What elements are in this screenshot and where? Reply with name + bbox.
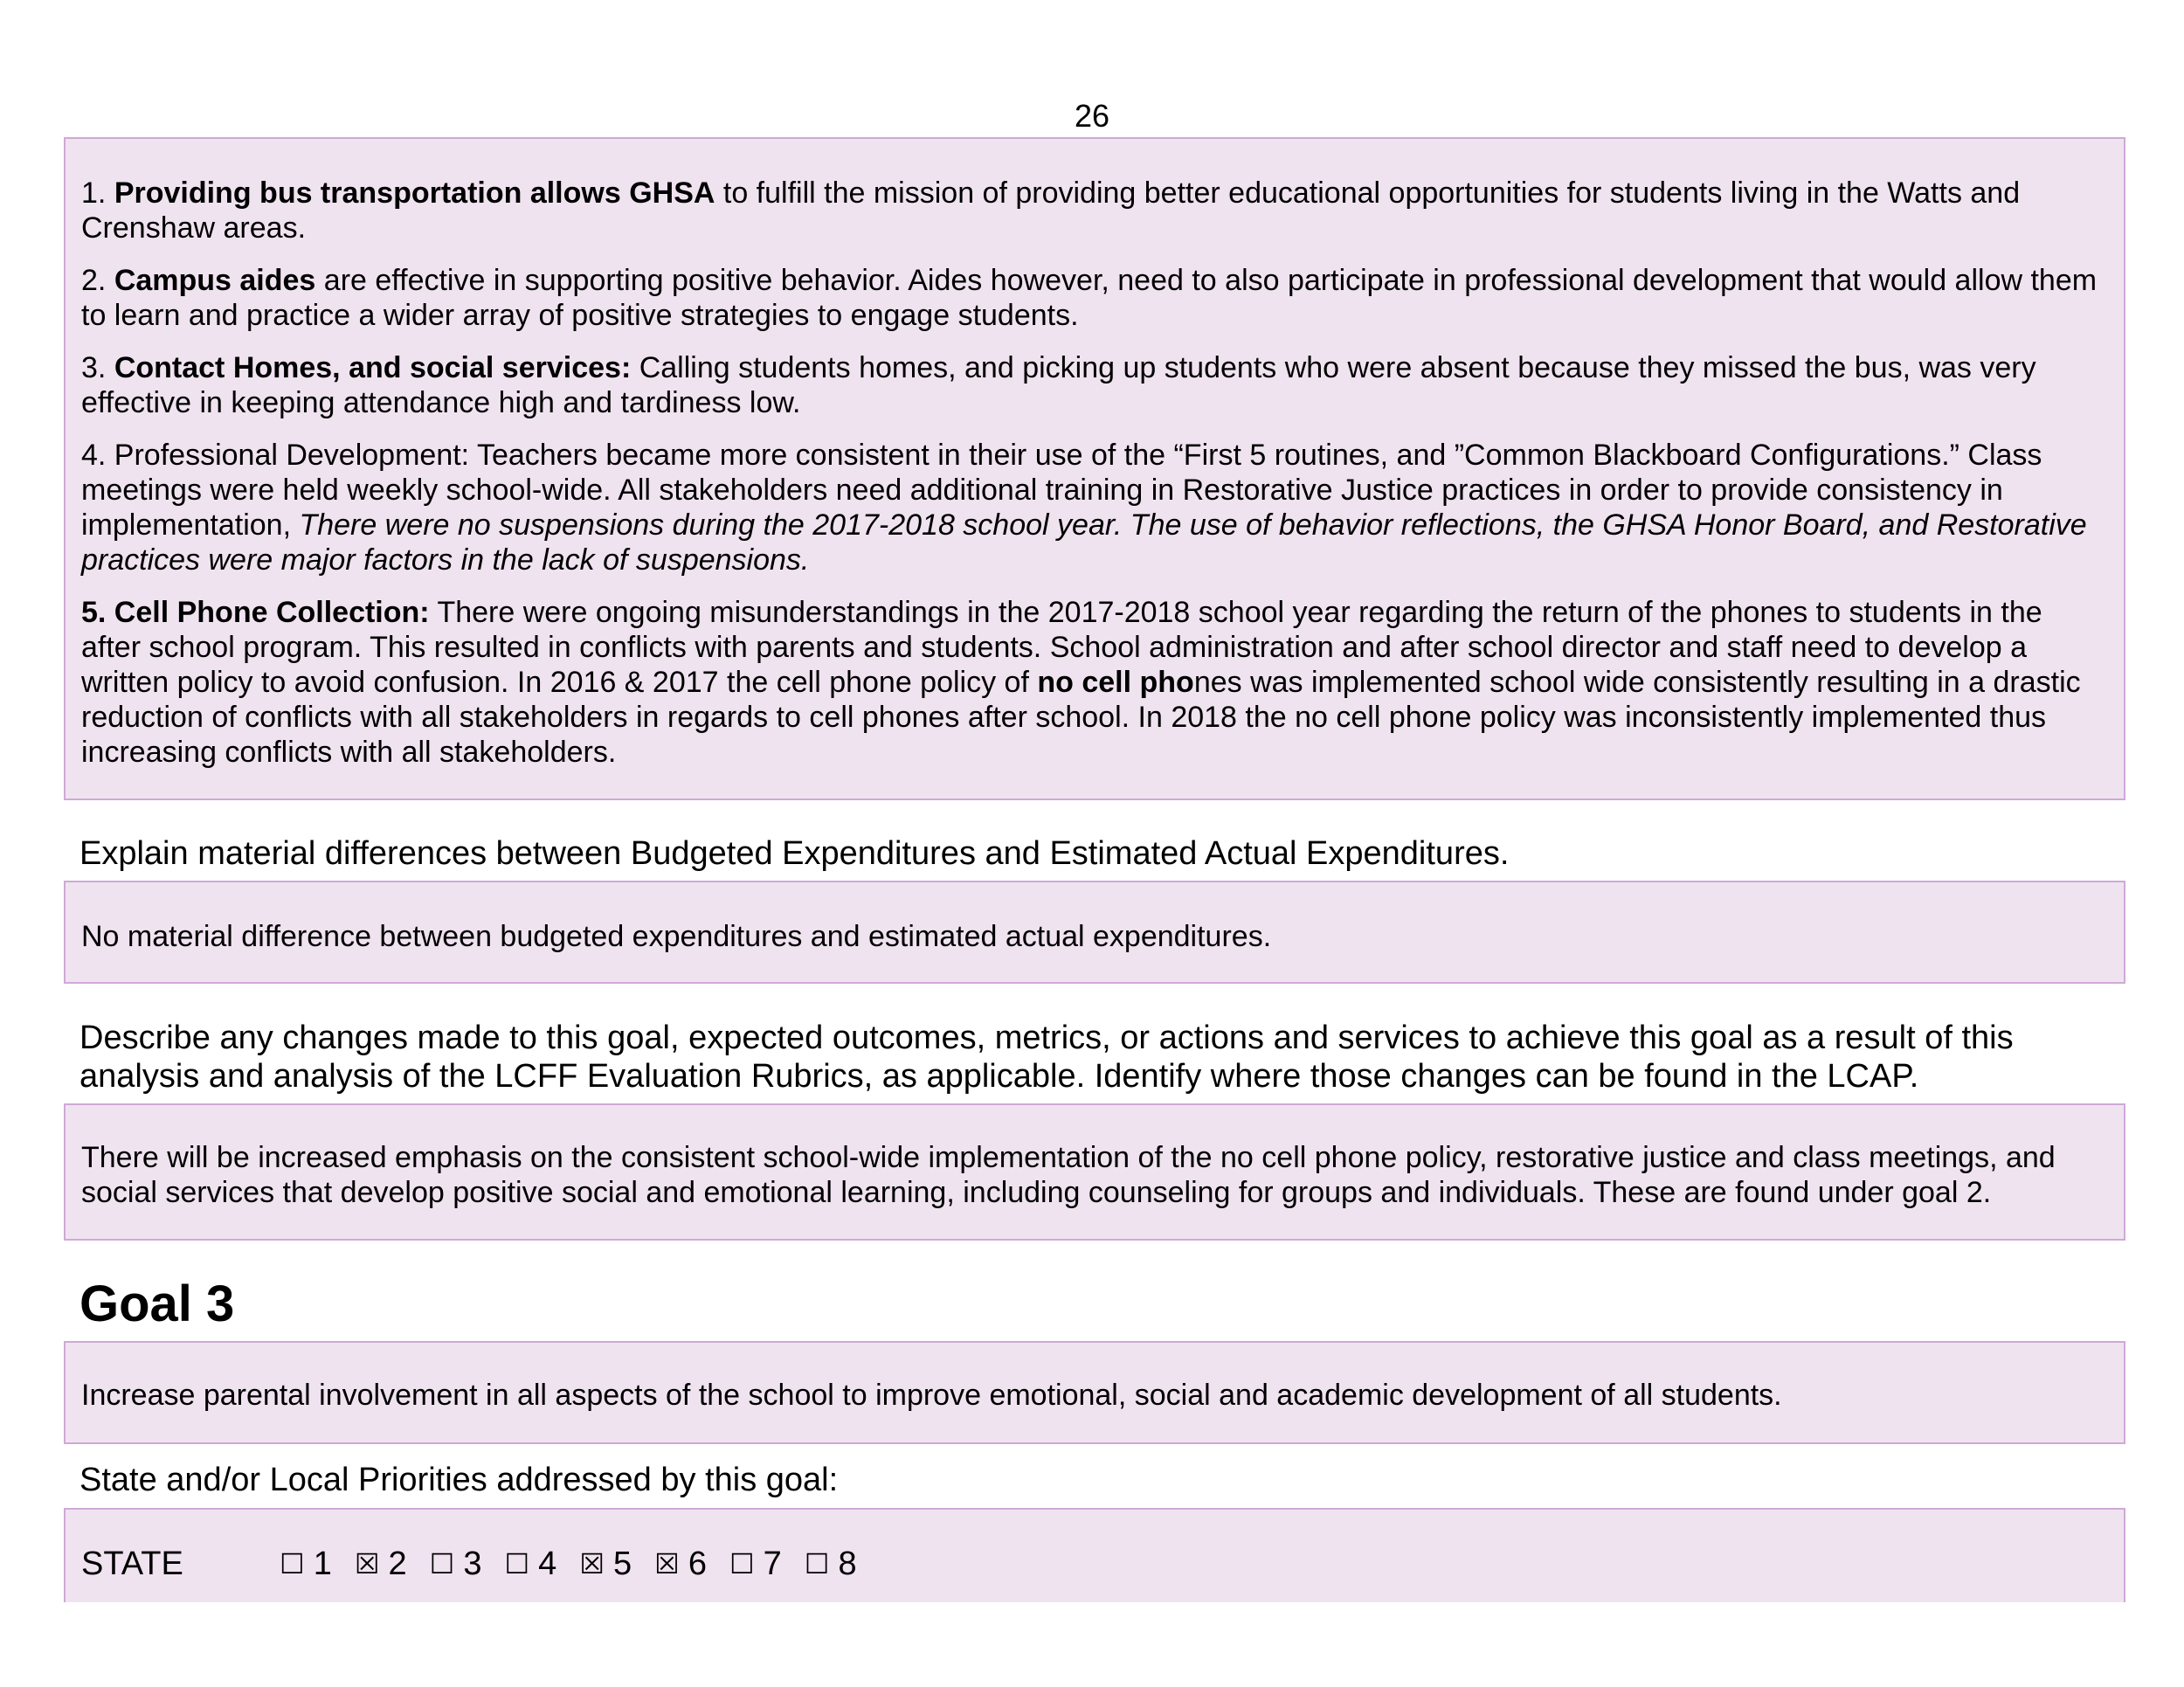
changes-text: There will be increased emphasis on the consistent school-wide implementation of the no cell phone policy, restorative justice and class meetings, and social services that develop positive social and emotional learning, including counseling for groups and individuals. These are found under goal 2. [81,1141,2056,1209]
checkbox-icon: ☐ [804,1547,830,1580]
goal-text: Increase parental involvement in all aspects of the school to improve emotional, social and academic development of all students. [81,1379,1782,1412]
state-label: STATE [81,1545,183,1582]
state-priorities-row [81,1545,2108,1583]
priority-1-checkbox[interactable]: ☐ 1 [280,1545,332,1582]
analysis-box [64,137,2125,800]
priority-7-checkbox[interactable]: ☐ 7 [729,1545,782,1582]
priorities-box [64,1508,2125,1602]
item-campus-aides: 2. Campus aides are effective in supporting positive behavior. Aides however, need to also participate in professional development that would allow them to learn and practice a wider array of positive strategies to engage students. [81,264,2098,332]
goal-title: Goal 3 [79,1276,235,1332]
checkbox-checked-icon: ☒ [354,1547,380,1580]
checkbox-checked-icon: ☒ [654,1547,680,1580]
changes-box [64,1103,2125,1241]
priorities-label: State and/or Local Priorities addressed by this goal: [79,1462,839,1498]
priority-8-checkbox[interactable]: ☐ 8 [804,1545,857,1582]
checkbox-icon: ☐ [280,1547,305,1580]
checkbox-icon: ☐ [729,1547,755,1580]
material-differences-label: Explain material differences between Budgeted Expenditures and Estimated Actual Expenditures. [79,835,1510,872]
material-differences-text: No material difference between budgeted expenditures and estimated actual expenditures. [81,920,1272,953]
page-number: 26 [1074,98,1110,134]
checkbox-checked-icon: ☒ [579,1547,605,1580]
checkbox-icon: ☐ [504,1547,530,1580]
item-contact-homes: 3. Contact Homes, and social services: Calling students homes, and picking up students who were absent because they missed the bus, was very effective in keeping attendance high and tardiness low. [81,351,2036,419]
priority-6-checkbox[interactable]: ☒ 6 [654,1545,707,1582]
item-cell-phone-collection: 5. Cell Phone Collection: There were ongoing misunderstandings in the 2017-2018 school year regarding the return of the phones to students in the after school program. This resulted in conflicts with parents and students. School administration and after school director and staff need to develop a written policy to avoid confusion. In 2016 & 2017 the cell phone policy of no cell phones was implemented school wide consistently resulting in a drastic reduction of conflicts with all stakeholders in regards to cell phones after school. In 2018 the no cell phone policy was inconsistently implemented thus increasing conflicts with all stakeholders. [81,596,2081,769]
priority-4-checkbox[interactable]: ☐ 4 [504,1545,557,1582]
priority-5-checkbox[interactable]: ☒ 5 [579,1545,632,1582]
material-differences-box [64,881,2125,984]
priority-2-checkbox[interactable]: ☒ 2 [354,1545,407,1582]
goal-box [64,1341,2125,1444]
item-bus-transportation: 1. Providing bus transportation allows GHSA to fulfill the mission of providing better educational opportunities for students living in the Watts and Crenshaw areas. [81,176,2021,245]
item-professional-development: 4. Professional Development: Teachers became more consistent in their use of the “First 5 routines, and ”Common Blackboard Configurations.” Class meetings were held weekly school-wide. All stakeholders need additional training in Restorative Justice practices in order to provide consistency in implementation, There were no suspensions during the 2017-2018 school year. The use of behavior reflections, the GHSA Honor Board, and Restorative practices were major factors in the lack of suspensions. [81,439,2087,577]
checkbox-icon: ☐ [429,1547,455,1580]
priority-3-checkbox[interactable]: ☐ 3 [429,1545,482,1582]
changes-label: Describe any changes made to this goal, expected outcomes, metrics, or actions and services to achieve this goal as a result of this analysis and analysis of the LCFF Evaluation Rubrics, as applicable. Identify where those changes can be found in the LCAP. [79,1020,2014,1095]
